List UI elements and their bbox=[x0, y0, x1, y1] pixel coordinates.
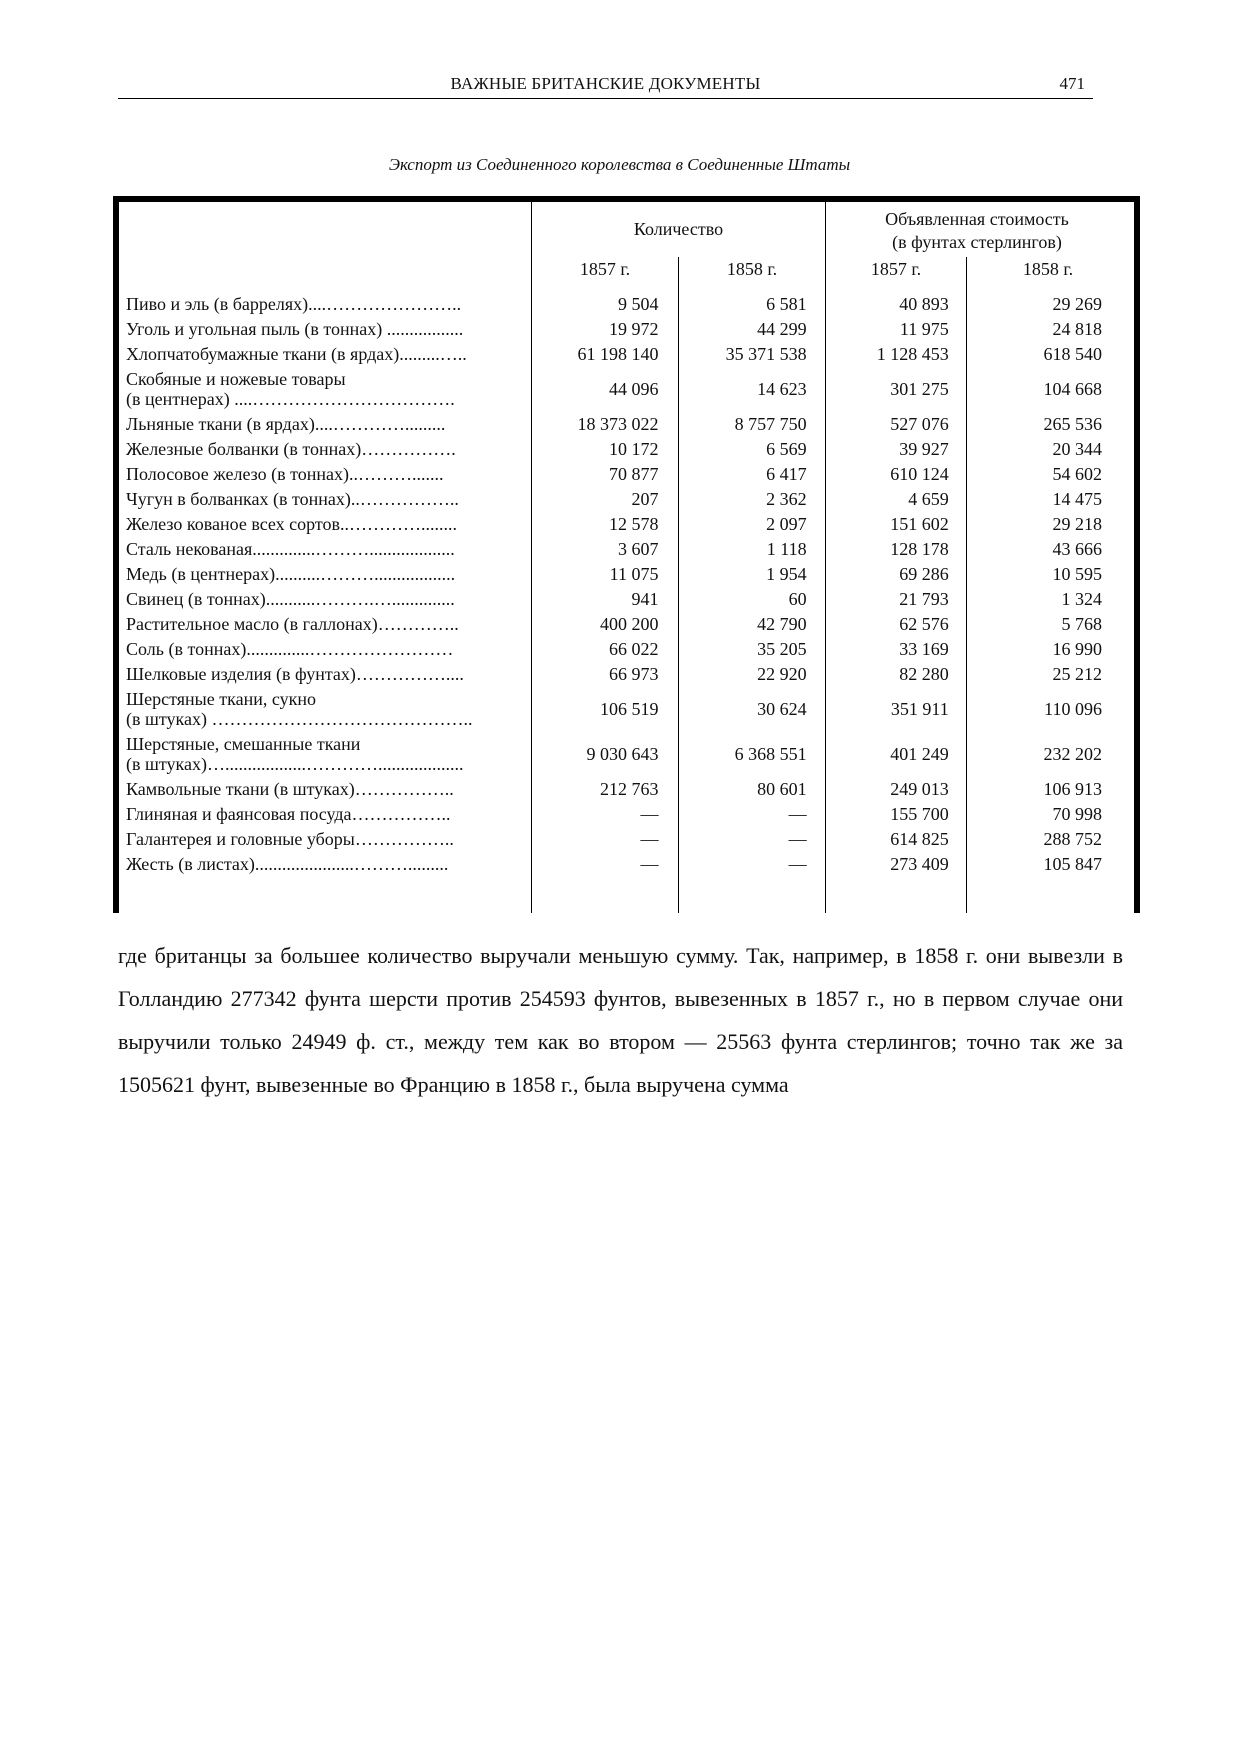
cell-v1858: 29 218 bbox=[1052, 514, 1102, 534]
cell-v1857: 39 927 bbox=[899, 439, 949, 459]
table-row bbox=[126, 487, 1134, 512]
table-row bbox=[126, 687, 1134, 732]
header-year: 1857 г. bbox=[579, 259, 631, 279]
table-row bbox=[126, 732, 1134, 777]
cell-q1857: 207 bbox=[631, 489, 659, 509]
cell-v1857: 4 659 bbox=[908, 489, 949, 509]
cell-v1857: 82 280 bbox=[899, 664, 949, 684]
row-label: Шелковые изделия (в фунтах)…………….... bbox=[126, 664, 464, 684]
cell-q1857: 11 075 bbox=[609, 564, 659, 584]
table-row bbox=[126, 437, 1134, 462]
cell-v1858: 70 998 bbox=[1052, 804, 1102, 824]
header-year: 1858 г. bbox=[1022, 259, 1074, 279]
cell-v1858: 20 344 bbox=[1052, 439, 1102, 459]
cell-q1858: 1 118 bbox=[766, 539, 807, 559]
cell-v1857: 128 178 bbox=[890, 539, 949, 559]
row-label: Глиняная и фаянсовая посуда…………….. bbox=[126, 804, 451, 824]
running-header-title: ВАЖНЫЕ БРИТАНСКИЕ ДОКУМЕНТЫ bbox=[450, 74, 761, 93]
cell-v1858: 43 666 bbox=[1052, 539, 1102, 559]
cell-q1857: 19 972 bbox=[608, 319, 659, 339]
table-row bbox=[126, 802, 1134, 827]
cell-q1857: — bbox=[640, 804, 659, 824]
row-label: Чугун в болванках (в тоннах)..…………….. bbox=[126, 489, 459, 509]
cell-v1857: 301 275 bbox=[890, 379, 949, 399]
cell-q1858: 30 624 bbox=[757, 699, 807, 719]
cell-v1858: 618 540 bbox=[1043, 344, 1102, 364]
row-label: Уголь и угольная пыль (в тоннах) ................. bbox=[126, 319, 464, 339]
cell-v1857: 11 975 bbox=[899, 319, 949, 339]
cell-v1857: 351 911 bbox=[890, 699, 949, 719]
table-row bbox=[126, 462, 1134, 487]
cell-q1857: 941 bbox=[631, 589, 659, 609]
table-caption: Экспорт из Соединенного королевства в Соединенные Штаты bbox=[388, 155, 851, 174]
cell-q1858: 2 097 bbox=[766, 514, 807, 534]
cell-q1857: 106 519 bbox=[599, 699, 659, 719]
row-label: Шерстяные, смешанные ткани (в штуках)…..................…………................... bbox=[126, 734, 464, 774]
cell-v1857: 273 409 bbox=[890, 854, 949, 874]
cell-q1858: 6 368 551 bbox=[734, 744, 807, 764]
cell-v1857: 527 076 bbox=[890, 414, 949, 434]
cell-q1857: 44 096 bbox=[608, 379, 659, 399]
cell-q1857: 9 504 bbox=[617, 294, 659, 314]
table-row bbox=[126, 562, 1134, 587]
row-label: Медь (в центнерах)..........……….................. bbox=[126, 564, 456, 584]
row-label: Свинец (в тоннах)...........……….….............. bbox=[126, 589, 455, 609]
cell-q1858: 42 790 bbox=[757, 614, 807, 634]
cell-q1858: 2 362 bbox=[766, 489, 807, 509]
row-label: Железные болванки (в тоннах)……………. bbox=[126, 439, 456, 459]
cell-q1857: 12 578 bbox=[608, 514, 659, 534]
cell-v1857: 40 893 bbox=[899, 294, 949, 314]
table-row bbox=[126, 777, 1134, 802]
cell-q1858: 1 954 bbox=[766, 564, 807, 584]
table-row bbox=[126, 637, 1134, 662]
cell-q1857: 18 373 022 bbox=[577, 414, 659, 434]
cell-v1858: 16 990 bbox=[1052, 639, 1102, 659]
header-value-line1: Объявленная стоимость bbox=[885, 209, 1069, 229]
table-row bbox=[126, 852, 1134, 877]
cell-v1858: 5 768 bbox=[1061, 614, 1102, 634]
cell-q1858: 35 371 538 bbox=[725, 344, 807, 364]
page-number: 471 bbox=[1059, 74, 1085, 93]
cell-q1857: — bbox=[640, 829, 659, 849]
cell-q1858: 6 581 bbox=[766, 294, 807, 314]
cell-q1858: 6 417 bbox=[766, 464, 807, 484]
cell-v1857: 401 249 bbox=[890, 744, 949, 764]
row-label: Железо кованое всех сортов..…………........ bbox=[126, 514, 458, 534]
cell-q1858: 80 601 bbox=[757, 779, 807, 799]
cell-q1858: — bbox=[788, 854, 807, 874]
table-row bbox=[126, 342, 1134, 367]
row-label: Сталь некованая..............………................... bbox=[126, 539, 455, 559]
row-label: Соль (в тоннах)..............…………………… bbox=[126, 639, 454, 659]
header-year: 1857 г. bbox=[870, 259, 922, 279]
table-row bbox=[126, 367, 1134, 412]
cell-v1857: 1 128 453 bbox=[876, 344, 949, 364]
cell-v1858: 106 913 bbox=[1043, 779, 1102, 799]
cell-v1857: 249 013 bbox=[890, 779, 949, 799]
table-row bbox=[126, 827, 1134, 852]
running-header bbox=[118, 74, 1093, 99]
header-quantity: Количество bbox=[633, 219, 724, 239]
table-row bbox=[126, 612, 1134, 637]
cell-q1857: 10 172 bbox=[608, 439, 659, 459]
cell-v1858: 1 324 bbox=[1061, 589, 1102, 609]
cell-q1857: 9 030 643 bbox=[586, 744, 659, 764]
table-body bbox=[126, 292, 1134, 877]
cell-q1858: 6 569 bbox=[766, 439, 807, 459]
cell-v1858: 29 269 bbox=[1052, 294, 1102, 314]
row-label: Жесть (в листах)......................………......... bbox=[126, 854, 449, 874]
table-row bbox=[126, 587, 1134, 612]
table-row bbox=[126, 292, 1134, 317]
cell-v1858: 104 668 bbox=[1043, 379, 1102, 399]
cell-v1857: 62 576 bbox=[899, 614, 949, 634]
table-row bbox=[126, 512, 1134, 537]
cell-q1858: 14 623 bbox=[757, 379, 807, 399]
row-label: Полосовое железо (в тоннах)..………....... bbox=[126, 464, 444, 484]
row-label: Шерстяные ткани, сукно (в штуках) …………………………………….. bbox=[126, 689, 473, 729]
cell-q1857: 61 198 140 bbox=[577, 344, 659, 364]
row-label: Галантерея и головные уборы…………….. bbox=[126, 829, 454, 849]
header-year: 1858 г. bbox=[726, 259, 778, 279]
cell-v1857: 33 169 bbox=[899, 639, 949, 659]
cell-q1858: 60 bbox=[788, 589, 807, 609]
cell-q1857: 212 763 bbox=[599, 779, 659, 799]
cell-q1858: 35 205 bbox=[757, 639, 807, 659]
cell-v1857: 69 286 bbox=[899, 564, 949, 584]
cell-v1857: 614 825 bbox=[890, 829, 949, 849]
cell-q1858: 44 299 bbox=[757, 319, 807, 339]
table-row bbox=[126, 537, 1134, 562]
cell-v1857: 610 124 bbox=[890, 464, 949, 484]
cell-q1857: — bbox=[640, 854, 659, 874]
cell-q1858: — bbox=[788, 804, 807, 824]
cell-q1857: 3 607 bbox=[617, 539, 659, 559]
cell-q1858: 22 920 bbox=[757, 664, 807, 684]
row-label: Скобяные и ножевые товары (в центнерах) ....……………………………. bbox=[126, 369, 455, 409]
cell-v1858: 265 536 bbox=[1043, 414, 1102, 434]
cell-q1858: 8 757 750 bbox=[734, 414, 807, 434]
cell-q1857: 66 973 bbox=[608, 664, 659, 684]
row-label: Хлопчатобумажные ткани (в ярдах).........….. bbox=[126, 344, 467, 364]
cell-q1857: 400 200 bbox=[599, 614, 659, 634]
export-table bbox=[113, 196, 1140, 913]
cell-q1858: — bbox=[788, 829, 807, 849]
table-row bbox=[126, 662, 1134, 687]
table-row bbox=[126, 317, 1134, 342]
cell-v1858: 10 595 bbox=[1052, 564, 1102, 584]
row-label: Камвольные ткани (в штуках)…………….. bbox=[126, 779, 454, 799]
cell-v1858: 54 602 bbox=[1052, 464, 1102, 484]
cell-v1858: 25 212 bbox=[1052, 664, 1102, 684]
cell-v1858: 232 202 bbox=[1043, 744, 1102, 764]
cell-v1857: 151 602 bbox=[890, 514, 949, 534]
cell-v1858: 105 847 bbox=[1043, 854, 1102, 874]
cell-v1858: 288 752 bbox=[1043, 829, 1102, 849]
table-row bbox=[126, 412, 1134, 437]
cell-q1857: 66 022 bbox=[608, 639, 659, 659]
cell-v1857: 155 700 bbox=[890, 804, 949, 824]
row-label: Пиво и эль (в баррелях)....………………….. bbox=[126, 294, 462, 314]
row-label: Льняные ткани (в ярдах)....…………......... bbox=[126, 414, 446, 434]
cell-v1858: 14 475 bbox=[1052, 489, 1102, 509]
cell-v1857: 21 793 bbox=[899, 589, 949, 609]
cell-v1858: 24 818 bbox=[1052, 319, 1102, 339]
cell-v1858: 110 096 bbox=[1044, 699, 1102, 719]
cell-q1857: 70 877 bbox=[608, 464, 659, 484]
header-value-line2: (в фунтах стерлингов) bbox=[892, 232, 1062, 252]
row-label: Растительное масло (в галлонах)………….. bbox=[126, 614, 459, 634]
body-paragraph: где британцы за большее количество выручали меньшую сумму. Так, например, в 1858 г. они вывезли в Голландию 277342 фунта шерсти против 254593 фунтов, вывезенных в 1857 г., но в первом случае они выручили только 24949 ф. ст., между тем как во втором — 25563 фунта стерлингов; точно так же за 1505621 фунт, вывезенные во Францию в 1858 г., была выручена сумма bbox=[118, 943, 1123, 1097]
